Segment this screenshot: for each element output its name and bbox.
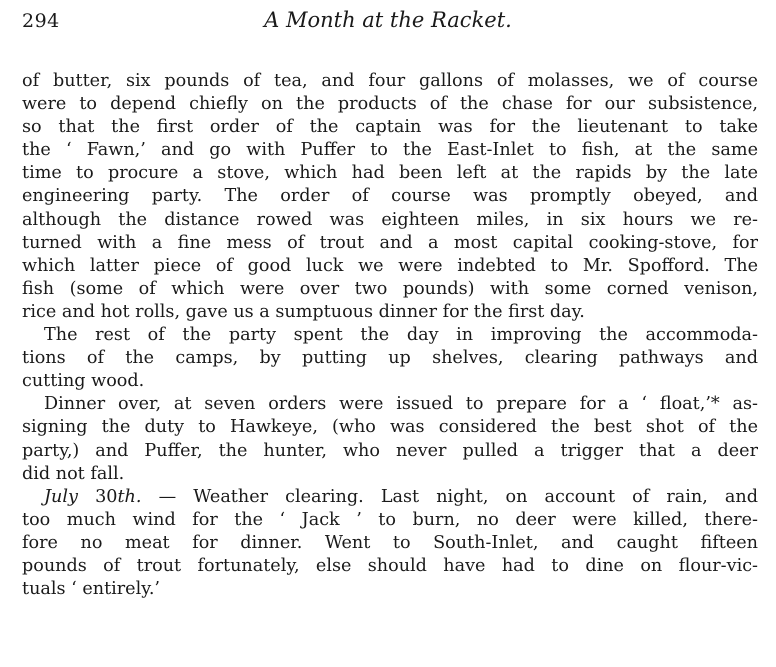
text-line: did not fall. [22, 463, 125, 484]
text-line: of butter, six pounds of tea, and four gallons of molasses, we of course [22, 71, 758, 91]
text-line: were to depend chiefly on the products of the chase for our subsistence, [22, 94, 758, 115]
entry-text: — Weather clearing. Last night, on account of rain, and [158, 486, 758, 507]
text-line: party,) and Puffer, the hunter, who never pulled a trigger that a deer [22, 440, 758, 461]
page-number: 294 [22, 10, 60, 32]
diary-entry-line [22, 486, 758, 509]
text-line: Dinner over, at seven orders were issued to prepare for a ‘ float,’* as- [44, 394, 758, 415]
entry-day: 30 [95, 486, 118, 507]
running-title: A Month at the Racket. [264, 8, 512, 32]
text-line: cutting wood. [22, 371, 145, 392]
text-line: The rest of the party spent the day in improving the accommoda- [44, 325, 758, 346]
text-line: engineering party. The order of course was promptly obeyed, and [22, 186, 758, 207]
text-line: although the distance rowed was eighteen miles, in six hours we re- [22, 209, 758, 230]
text-line: the ‘ Fawn,’ and go with Puffer to the East-Inlet to fish, at the same [22, 140, 758, 161]
text-line: turned with a fine mess of trout and a most capital cooking-stove, for [22, 232, 758, 253]
page-header [22, 8, 754, 42]
text-line: too much wind for the ‘ Jack ’ to burn, no deer were killed, there- [22, 509, 758, 530]
text-line: so that the first order of the captain was for the lieutenant to take [22, 117, 758, 138]
text-line: fore no meat for dinner. Went to South-Inlet, and caught fifteen [22, 532, 758, 553]
text-line: tions of the camps, by putting up shelves, clearing pathways and [22, 348, 758, 369]
text-line: rice and hot rolls, gave us a sumptuous dinner for the first day. [22, 301, 585, 322]
text-line: which latter piece of good luck we were indebted to Mr. Spofford. The [22, 255, 758, 276]
text-line: fish (some of which were over two pounds) with some corned venison, [22, 278, 758, 299]
text-line: signing the duty to Hawkeye, (who was considered the best shot of the [22, 417, 758, 438]
entry-day-suffix: th. [117, 486, 142, 507]
entry-month: July [44, 486, 78, 507]
text-line: pounds of trout fortunately, else should have had to dine on flour-vic- [22, 555, 758, 576]
text-line: tuals ‘ entirely.’ [22, 579, 161, 600]
body-text [22, 70, 758, 601]
text-line: time to procure a stove, which had been left at the rapids by the late [22, 163, 758, 184]
